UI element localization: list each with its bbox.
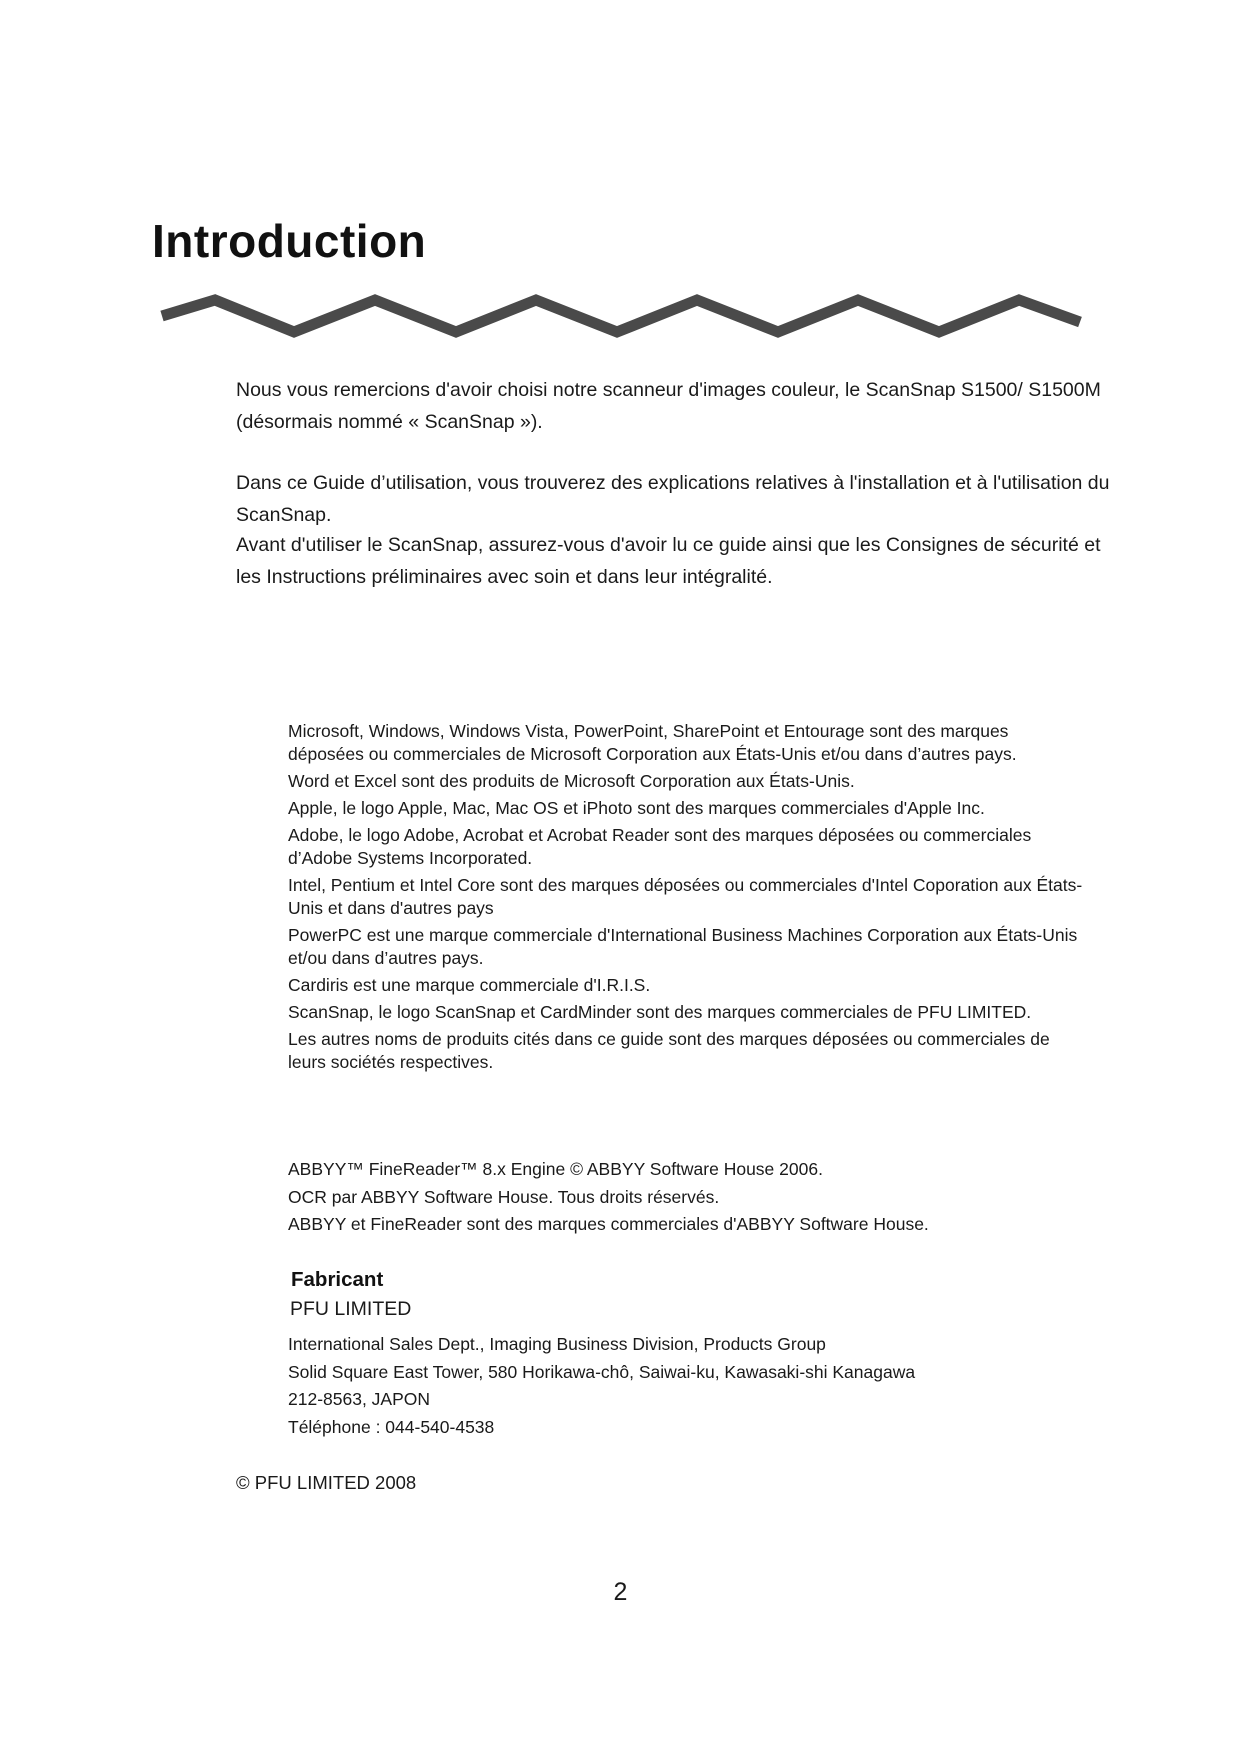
intro-text-1: Nous vous remercions d'avoir choisi notre scanneur d'images couleur, le ScanSnap S1500/ S1500M (désormais nommé « ScanSnap »).: [236, 379, 1101, 433]
intro-paragraph-2: [236, 467, 1116, 531]
trademark-item: Apple, le logo Apple, Mac, Mac OS et iPhoto sont des marques commerciales d'Apple Inc.: [288, 798, 985, 818]
zigzag-divider: [158, 292, 1088, 348]
intro-text-2: Dans ce Guide d’utilisation, vous trouverez des explications relatives à l'installation et à l'utilisation du ScanSnap.: [236, 472, 1110, 526]
abbyy-notice: [288, 1156, 929, 1239]
manufacturer-address: [288, 1331, 915, 1441]
abbyy-line: ABBYY et FineReader sont des marques commerciales d'ABBYY Software House.: [288, 1214, 929, 1234]
intro-paragraph-3: [236, 529, 1116, 593]
abbyy-line: OCR par ABBYY Software House. Tous droits réservés.: [288, 1186, 720, 1207]
trademark-list: [288, 720, 1088, 1078]
manufacturer-heading: Fabricant: [291, 1268, 384, 1291]
page-title: Introduction: [152, 215, 427, 267]
abbyy-line: ABBYY™ FineReader™ 8.x Engine © ABBYY Software House 2006.: [288, 1159, 823, 1179]
trademark-item: Microsoft, Windows, Windows Vista, PowerPoint, SharePoint et Entourage sont des marques déposées ou commerciales de Microsoft Corporation aux États-Unis et/ou dans d’autres pays.: [288, 721, 1017, 764]
address-line: Téléphone : 044-540-4538: [288, 1416, 495, 1437]
trademark-item: PowerPC est une marque commerciale d'International Business Machines Corporation aux États-Unis et/ou dans d’autres pays.: [288, 925, 1078, 968]
manufacturer-company: PFU LIMITED: [290, 1298, 412, 1320]
trademark-item: Adobe, le logo Adobe, Acrobat et Acrobat Reader sont des marques déposées ou commerciales d’Adobe Systems Incorporated.: [288, 825, 1032, 868]
copyright: © PFU LIMITED 2008: [236, 1472, 417, 1493]
address-line: Solid Square East Tower, 580 Horikawa-chô, Saiwai-ku, Kawasaki-shi Kanagawa: [288, 1361, 916, 1382]
intro-text-3: Avant d'utiliser le ScanSnap, assurez-vous d'avoir lu ce guide ainsi que les Consignes de sécurité et les Instructions préliminaires avec soin et dans leur intégralité.: [236, 534, 1101, 588]
trademark-item: ScanSnap, le logo ScanSnap et CardMinder sont des marques commerciales de PFU LIMITED.: [288, 1002, 1032, 1022]
address-line: International Sales Dept., Imaging Business Division, Products Group: [288, 1334, 826, 1354]
intro-paragraph-1: [236, 374, 1116, 438]
trademark-item: Intel, Pentium et Intel Core sont des marques déposées ou commerciales d'Intel Coporation aux États-Unis et dans d'autres pays: [288, 875, 1083, 918]
trademark-item: Les autres noms de produits cités dans ce guide sont des marques déposées ou commerciales de leurs sociétés respectives.: [288, 1029, 1050, 1072]
address-line: 212-8563, JAPON: [288, 1389, 431, 1409]
trademark-item: Word et Excel sont des produits de Microsoft Corporation aux États-Unis.: [288, 771, 855, 791]
trademark-item: Cardiris est une marque commerciale d'I.R.I.S.: [288, 975, 651, 995]
page-number: 2: [613, 1578, 628, 1606]
